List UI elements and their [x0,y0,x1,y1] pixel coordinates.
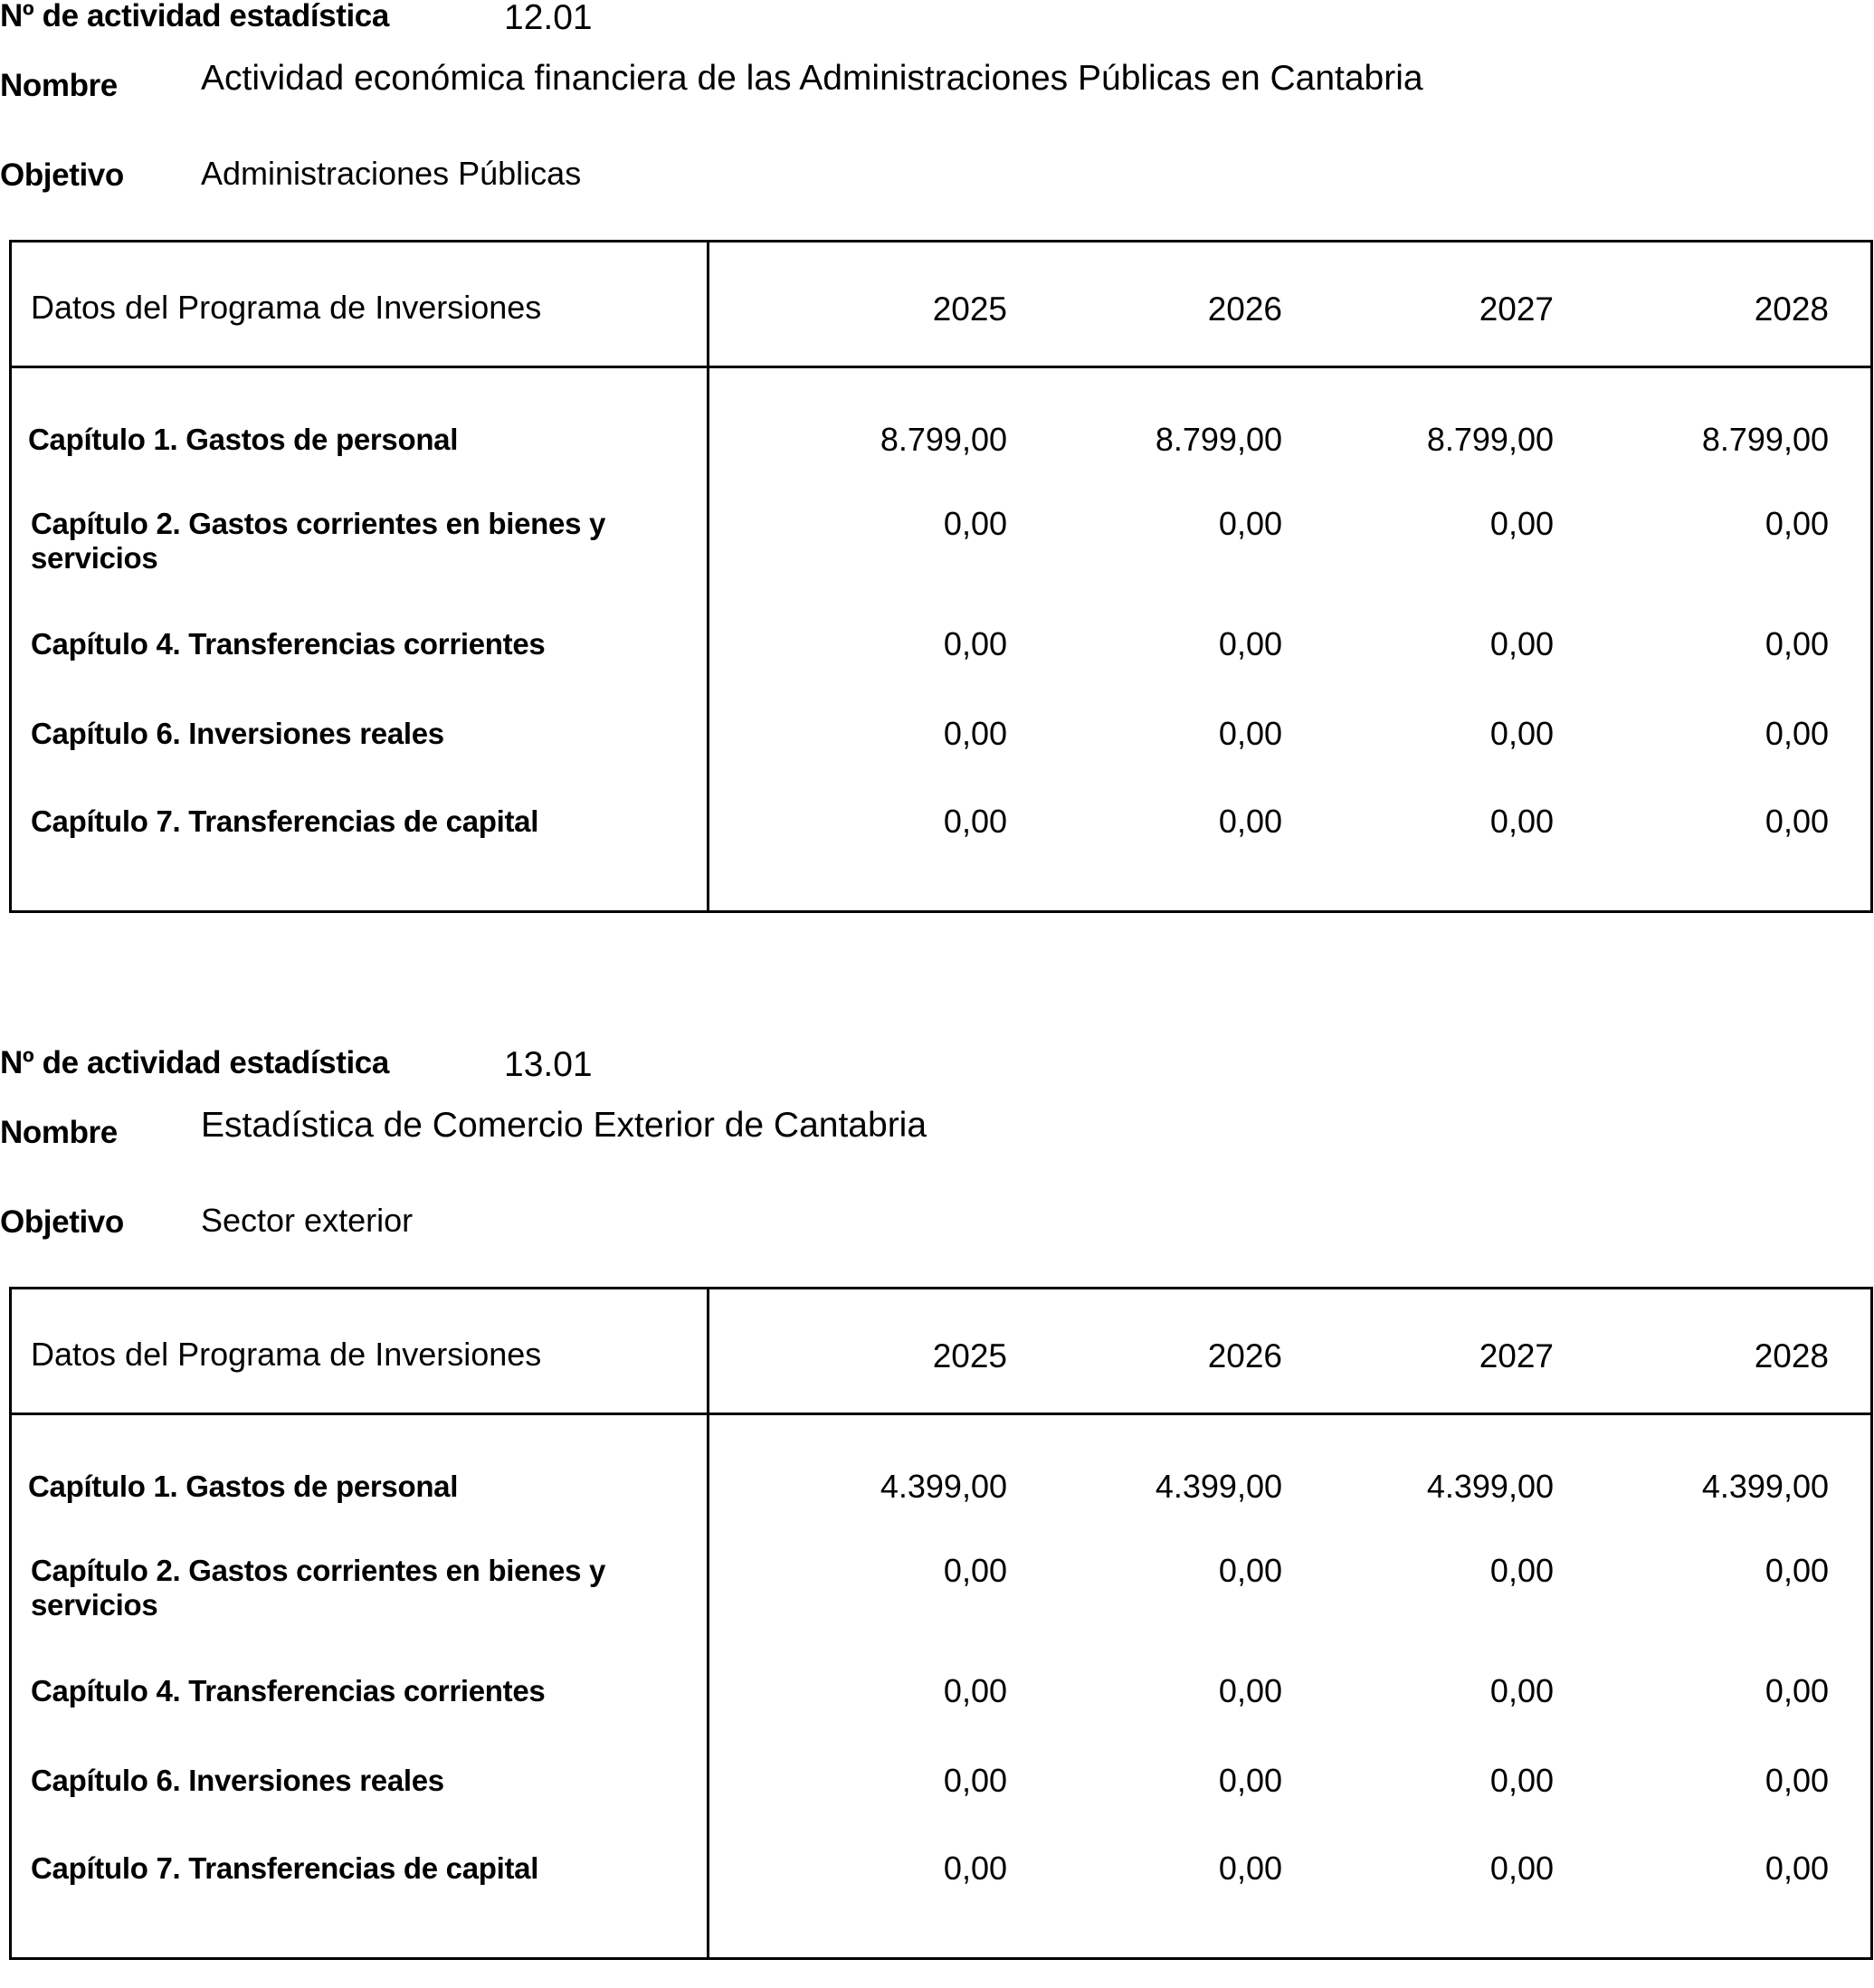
row-label: Capítulo 4. Transferencias corrientes [31,1674,546,1707]
row-value: 0,00 [1765,1850,1829,1887]
table-row [12,1674,1870,1728]
row-value: 0,00 [1489,625,1554,662]
row-value: 0,00 [1218,1850,1282,1887]
row-value: 0,00 [943,625,1007,662]
row-value: 0,00 [943,1850,1007,1887]
row-value: 0,00 [1489,1762,1554,1799]
objective-label: Objetivo [0,1204,124,1240]
table-row [12,1470,1870,1524]
row-value: 0,00 [1489,803,1554,840]
table-divider-horizontal [12,1413,1870,1415]
row-label: Capítulo 2. Gastos corrientes en bienes y servicios [31,507,606,575]
row-value: 4.399,00 [1155,1468,1282,1505]
row-value: 0,00 [1218,803,1282,840]
year-header: 2028 [1754,1337,1829,1374]
row-value: 8.799,00 [1426,421,1554,458]
row-value: 4.399,00 [1426,1468,1554,1505]
row-label: Capítulo 6. Inversiones reales [31,1764,444,1797]
row-value: 0,00 [1218,1762,1282,1799]
objective-value: Sector exterior [201,1202,414,1239]
row-value: 0,00 [1765,715,1829,752]
row-label: Capítulo 1. Gastos de personal [28,1470,459,1503]
year-header: 2027 [1479,290,1554,328]
table-title: Datos del Programa de Inversiones [31,289,542,326]
table-title: Datos del Programa de Inversiones [31,1336,542,1373]
row-value: 0,00 [1218,1672,1282,1709]
row-value: 0,00 [1218,505,1282,542]
table-row [12,804,1870,859]
year-header: 2026 [1207,290,1282,328]
row-value: 0,00 [943,505,1007,542]
table-row [12,627,1870,681]
name-label: Nombre [0,68,118,103]
table-row [12,423,1870,477]
activity-number-label: Nº de actividad estadística [0,1045,389,1080]
objective-value: Administraciones Públicas [201,155,582,192]
row-label: Capítulo 7. Transferencias de capital [31,1851,539,1885]
name-label: Nombre [0,1115,118,1150]
row-value: 0,00 [1489,505,1554,542]
row-value: 8.799,00 [1701,421,1829,458]
row-label: Capítulo 1. Gastos de personal [28,423,459,456]
row-value: 8.799,00 [880,421,1007,458]
table-row [12,1554,1870,1626]
row-label: Capítulo 6. Inversiones reales [31,717,444,750]
row-label: Capítulo 4. Transferencias corrientes [31,627,546,661]
year-header: 2025 [932,1337,1007,1374]
row-value: 0,00 [1218,1552,1282,1589]
row-value: 0,00 [1218,625,1282,662]
activity-block [0,1047,1874,1988]
activity-number-value: 12.01 [504,0,593,37]
table-row [12,1851,1870,1906]
year-header: 2028 [1754,290,1829,328]
row-value: 0,00 [943,1762,1007,1799]
table-row [12,507,1870,579]
investment-table [9,240,1873,913]
name-value: Estadística de Comercio Exterior de Cantabria [201,1106,927,1145]
row-value: 0,00 [1489,1552,1554,1589]
activity-number-value: 13.01 [504,1045,593,1084]
row-value: 0,00 [943,1552,1007,1589]
row-label: Capítulo 7. Transferencias de capital [31,804,539,838]
year-header: 2026 [1207,1337,1282,1374]
row-value: 0,00 [1765,1672,1829,1709]
table-row [12,717,1870,771]
objective-label: Objetivo [0,157,124,193]
row-value: 0,00 [1765,625,1829,662]
row-value: 0,00 [1765,1762,1829,1799]
row-value: 0,00 [1765,1552,1829,1589]
row-value: 0,00 [1765,505,1829,542]
activity-number-label: Nº de actividad estadística [0,0,389,33]
row-value: 8.799,00 [1155,421,1282,458]
year-header: 2027 [1479,1337,1554,1374]
row-label: Capítulo 2. Gastos corrientes en bienes y servicios [31,1554,606,1622]
row-value: 0,00 [943,1672,1007,1709]
activity-block [0,0,1874,941]
table-divider-horizontal [12,366,1870,368]
row-value: 0,00 [943,803,1007,840]
row-value: 4.399,00 [1701,1468,1829,1505]
row-value: 0,00 [1218,715,1282,752]
year-header: 2025 [932,290,1007,328]
table-row [12,1764,1870,1818]
row-value: 0,00 [1489,715,1554,752]
row-value: 4.399,00 [880,1468,1007,1505]
investment-table [9,1287,1873,1960]
row-value: 0,00 [1489,1672,1554,1709]
name-value: Actividad económica financiera de las Administraciones Públicas en Cantabria [201,59,1423,98]
row-value: 0,00 [1765,803,1829,840]
row-value: 0,00 [1489,1850,1554,1887]
row-value: 0,00 [943,715,1007,752]
